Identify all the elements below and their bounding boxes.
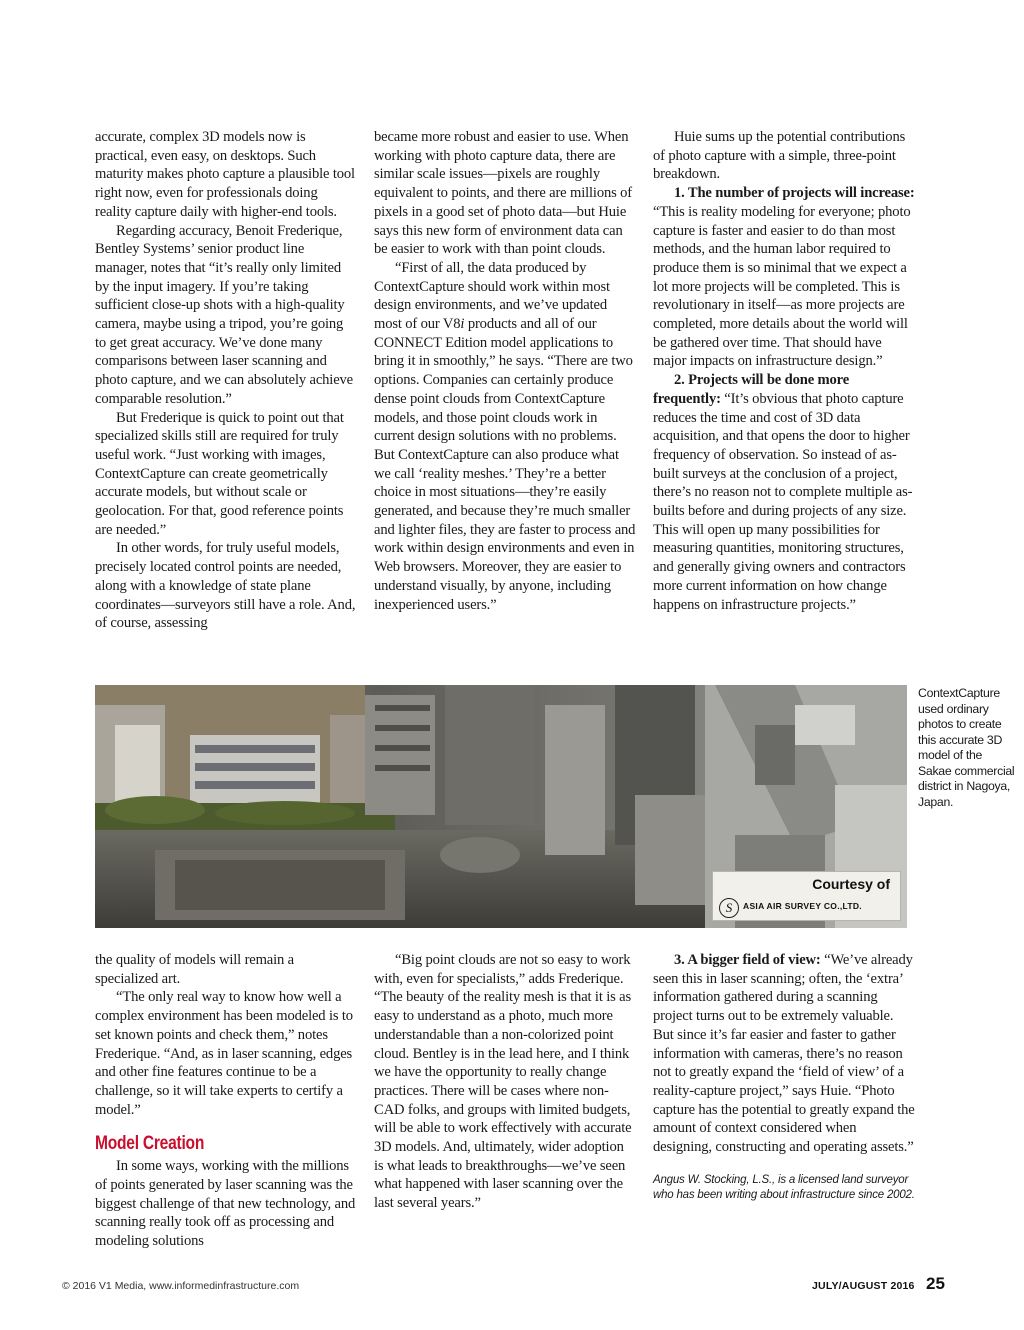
text-run: “This is reality modeling for everyone; photo capture is faster and easier to do than most methods, and the human labor required to produce them is so minimal that we expect a lot more projects will be completed. This is revolutionary in itself—as more projects are completed, more details about the world will be gathered over time. That should have major impacts on infrastructure design.” <box>653 203 911 370</box>
text-run: “We’ve already seen this in laser scanning; often, the ‘extra’ information gathered during a scanning project turns out to be extremely valuable. But since it’s far easier and faster to gather information with cameras, there’s no reason not to greatly expand the ‘field of view’ of a reality-capture project,” says Huie. “Photo capture has the potential to greatly expand the amount of context considered when designing, constructing and operating assets.” <box>653 952 915 1156</box>
paragraph: In some ways, working with the millions of points generated by laser scanning was the biggest challenge of that new technology, and scanning really took off as processing and modeling solutions <box>95 1158 356 1250</box>
paragraph: “The only real way to know how well a complex environment has been modeled is to set known points and check them,” notes Frederique. “And, as in laser scanning, edges and other fine features continue to be a challenge, so it will take experts to certify a model.” <box>95 989 353 1118</box>
article-column-4 <box>95 951 357 1251</box>
footer-copyright: © 2016 V1 Media, www.informedinfrastructure.com <box>62 1280 300 1292</box>
paragraph <box>653 951 915 1157</box>
city-model-photo <box>95 685 907 928</box>
section-heading: Model Creation <box>95 1133 205 1155</box>
paragraph: Regarding accuracy, Benoit Frederique, Bentley Systems’ senior product line manager, notes that “it’s really only limited by the input imagery. If you’re taking sufficient close-up shots with a high-quality camera, maybe using a tripod, you’re going to get great accuracy. We’ve done many comparisons between laser scanning and photo capture, and we can absolutely achieve comparable resolution.” <box>95 222 354 407</box>
article-column-2 <box>374 128 636 614</box>
point-heading: 3. A bigger field of view: <box>674 952 821 968</box>
author-byline: Angus W. Stocking, L.S., is a licensed land surveyor who has been writing about infrastructure since 2002. <box>653 1173 915 1201</box>
paragraph: accurate, complex 3D models now is practical, even easy, on desktops. Such maturity makes photo capture a plausible tool right now, even for professionals doing reality capture daily with higher-end tools. <box>95 129 355 220</box>
point-heading: 2. Projects will be done more frequently: <box>653 372 850 407</box>
credit-company-name: ASIA AIR SURVEY CO.,LTD. <box>743 901 862 911</box>
figure-caption: ContextCapture used ordinary photos to create this accurate 3D model of the Sakae commercial district in Nagoya, Japan. <box>918 686 1015 809</box>
text-run: “First of all, the data produced by ContextCapture should work within most design environments, and we’ve updated most of our V8 <box>374 259 610 333</box>
paragraph: Huie sums up the potential contributions of photo capture with a simple, three-point breakdown. <box>653 129 906 183</box>
paragraph <box>374 259 636 614</box>
paragraph: But Frederique is quick to point out that specialized skills still are required for truly useful work. “Just working with images, ContextCapture can create geometrically accurate models, but without scale or geolocation. For that, good reference points are needed.” <box>95 409 344 538</box>
photo-credit-box <box>712 871 901 921</box>
article-column-1 <box>95 128 357 633</box>
text-run: products and all of our CONNECT Edition model applications to bring it in smoothly,” he says. “There are two options. Companies can certainly produce dense point clouds from ContextCapture models, and those point clouds work in current design solutions with no problems. But ContextCapture can also produce what we call ‘reality meshes.’ They’re a better choice in most situations—they’re easily generated, and because they’re much smaller and lighter files, they are faster to process and work within design environments and even in Web browsers. Moreover, they are easier to understand visually, by anyone, including inexperienced users.” <box>374 316 636 613</box>
article-column-3 <box>653 128 915 614</box>
article-column-6 <box>653 951 915 1203</box>
page-number: 25 <box>926 1274 945 1293</box>
credit-title: Courtesy of <box>812 876 890 892</box>
paragraph: “Big point clouds are not so easy to work with, even for specialists,” adds Frederique. “The beauty of the reality mesh is that it is as easy to understand as a photo, much more understandable than a non-colorized point cloud. Bentley is in the lead here, and I think we have the opportunity to really change practices. There will be cases where non-CAD folks, and groups with limited budgets, will be able to work effectively with accurate 3D models. And, ultimately, wider adoption is what leads to breakthroughs—we’ve seen what happened with laser scanning over the last several years.” <box>374 952 632 1212</box>
asia-air-survey-logo-icon: S <box>719 898 739 918</box>
paragraph <box>653 371 915 614</box>
italic-text: i <box>460 316 465 333</box>
paragraph <box>653 184 915 371</box>
footer-issue-date: JULY/AUGUST 2016 <box>812 1280 915 1292</box>
paragraph: the quality of models will remain a specialized art. <box>95 952 295 987</box>
article-column-5 <box>374 951 636 1213</box>
paragraph: In other words, for truly useful models, precisely located control points are needed, along with a knowledge of state plane coordinates—surveyors still have a role. And, of course, assessing <box>95 540 356 632</box>
paragraph: became more robust and easier to use. When working with photo capture data, there are similar scale issues—pixels are roughly equivalent to points, and there are millions of pixels in a good set of photo data—but Huie says this new form of environment data can be easier to work with than point clouds. <box>374 129 633 258</box>
point-heading: 1. The number of projects will increase: <box>674 185 915 202</box>
text-run: “It’s obvious that photo capture reduces the time and cost of 3D data acquisition, and that opens the door to higher frequency of observation. So instead of as-built surveys at the conclusion of a project, there’s no reason not to complete multiple as-builts before and during projects of any size. This will open up many possibilities for measuring quantities, monitoring structures, and generally giving owners and contractors more current information on how change happens on infrastructure projects.” <box>653 390 913 613</box>
